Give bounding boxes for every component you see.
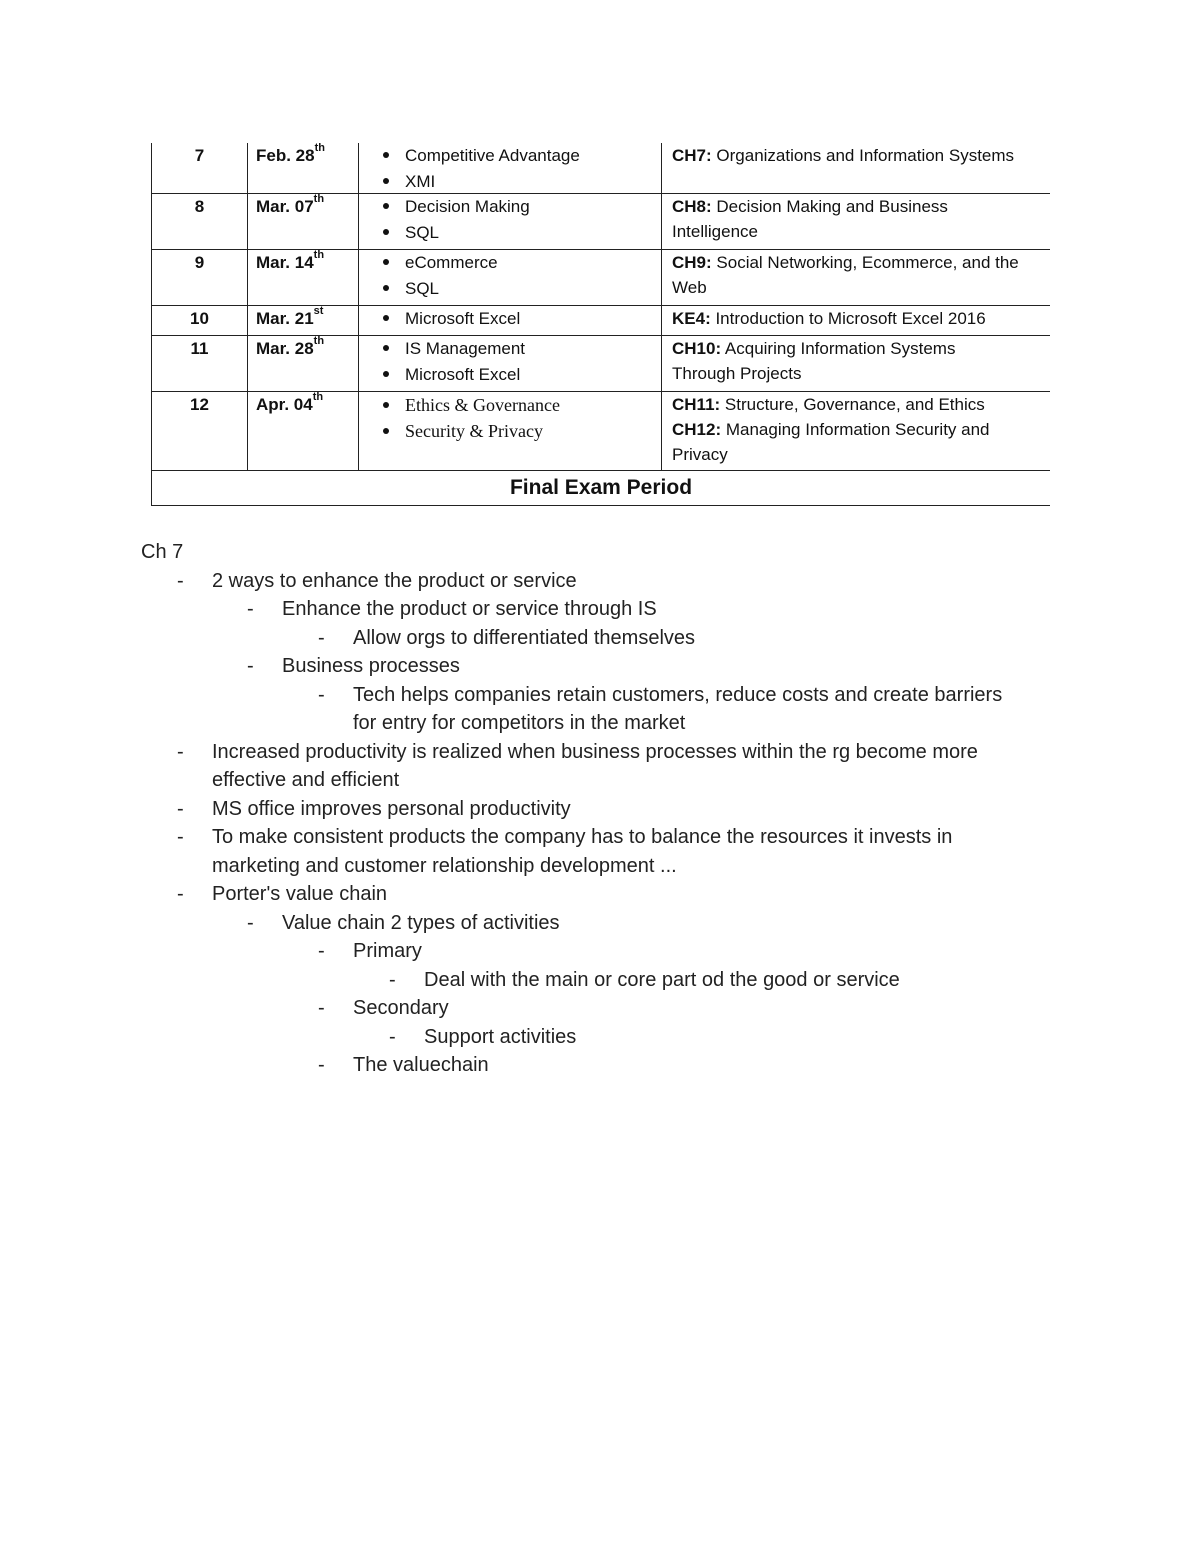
note-text: The valuechain: [353, 1054, 489, 1076]
date-cell: [246, 336, 359, 391]
dash-bullet-icon: -: [177, 569, 184, 592]
dash-bullet-icon: -: [247, 911, 254, 934]
chapter-cell: [662, 392, 1050, 470]
topic-label: SQL: [405, 223, 440, 242]
topic-label: Ethics & Governance: [405, 395, 560, 415]
topic-item: [383, 194, 661, 220]
chapter-title: Structure, Governance, and Ethics: [720, 395, 985, 414]
topic-item: [383, 362, 661, 388]
chapter-line: [672, 143, 1050, 168]
chapter-code: KE4:: [672, 309, 711, 328]
week-cell: [151, 306, 248, 335]
topic-label: Security & Privacy: [405, 421, 543, 441]
week-cell: [151, 250, 248, 305]
chapter-line: [672, 194, 1050, 219]
dash-bullet-icon: -: [318, 626, 325, 649]
topic-item: [383, 169, 661, 195]
topics-cell: [359, 336, 662, 391]
chapter-title: Acquiring Information Systems: [721, 339, 956, 358]
topic-label: Microsoft Excel: [405, 365, 521, 384]
note-text: Increased productivity is realized when business processes within the rg become more: [212, 740, 978, 763]
bullet-icon: [383, 371, 389, 377]
date-suffix: th: [312, 391, 324, 403]
date-cell: [246, 194, 359, 249]
date-text: Mar. 28th: [256, 335, 325, 358]
note-text: 2 ways to enhance the product or service: [212, 569, 577, 592]
topics-cell: [359, 194, 662, 249]
topic-label: IS Management: [405, 339, 526, 358]
note-text: effective and efficient: [212, 769, 400, 791]
topic-item: [383, 392, 661, 418]
note-text: To make consistent products the company has to balance the resources it invests in: [212, 826, 953, 848]
week-number: 12: [190, 395, 209, 414]
topic-label: Microsoft Excel: [405, 309, 521, 328]
note-text: Primary: [353, 940, 422, 962]
bullet-icon: [383, 285, 389, 291]
bullet-icon: [383, 178, 389, 184]
topic-label: eCommerce: [405, 253, 498, 272]
chapter-line: [672, 336, 1050, 361]
chapter-code: CH12:: [672, 420, 722, 439]
week-number: 7: [194, 146, 205, 165]
chapter-title: Web: [672, 278, 707, 297]
date-suffix: th: [314, 142, 325, 154]
date-cell: [246, 392, 359, 470]
date-text: Mar. 07th: [256, 193, 325, 216]
chapter-line: [672, 219, 1050, 244]
schedule-row: [151, 306, 1050, 336]
schedule-row: [151, 392, 1050, 471]
note-text: Allow orgs to differentiated themselves: [353, 626, 696, 649]
chapter-line: [672, 361, 1050, 386]
chapter-cell: [662, 306, 1050, 335]
dash-bullet-icon: -: [389, 968, 396, 991]
bullet-icon: [383, 203, 389, 209]
chapter-code: CH7:: [672, 146, 712, 165]
note-text: Value chain 2 types of activities: [282, 911, 560, 934]
chapter-title: Through Projects: [672, 364, 802, 383]
week-number: 11: [190, 339, 209, 358]
date-text: Mar. 14th: [256, 249, 325, 272]
topic-item: [383, 306, 661, 332]
week-number: 8: [194, 197, 205, 216]
note-text: Porter's value chain: [212, 883, 388, 905]
chapter-line: [672, 275, 1050, 300]
chapter-line: [672, 417, 1050, 442]
chapter-line: [672, 442, 1050, 467]
bullet-icon: [383, 345, 389, 351]
chapter-cell: [662, 336, 1050, 391]
dash-bullet-icon: -: [177, 740, 184, 763]
topic-item: [383, 250, 661, 276]
date-cell: [246, 143, 359, 193]
chapter-cell: [662, 250, 1050, 305]
note-text: Tech helps companies retain customers, reduce costs and create barriers: [353, 683, 1003, 706]
chapter-title: Managing Information Security and: [721, 420, 990, 439]
dash-bullet-icon: -: [177, 797, 184, 820]
topic-item: [383, 276, 661, 302]
date-text: Feb. 28th: [256, 142, 325, 165]
topic-label: Competitive Advantage: [405, 146, 580, 165]
note-text: Deal with the main or core part od the good or service: [424, 968, 900, 991]
topic-item: [383, 418, 661, 444]
week-number: 9: [194, 253, 205, 272]
dash-bullet-icon: -: [247, 655, 254, 677]
note-text: Business processes: [282, 655, 460, 677]
schedule-row: [151, 336, 1050, 392]
topic-item: [383, 143, 661, 169]
schedule-row: [151, 143, 1050, 194]
date-cell: [246, 306, 359, 335]
dash-bullet-icon: -: [177, 826, 184, 848]
final-exam-row: Final Exam Period: [151, 471, 1050, 506]
date-suffix: th: [313, 249, 325, 261]
note-text: for entry for competitors in the market: [353, 712, 686, 734]
topic-label: SQL: [405, 279, 440, 298]
chapter-line: [672, 392, 1050, 417]
dash-bullet-icon: -: [177, 883, 184, 905]
week-cell: [151, 143, 248, 193]
bullet-icon: [383, 315, 389, 321]
topic-item: [383, 336, 661, 362]
dash-bullet-icon: -: [318, 997, 325, 1019]
schedule-row: [151, 250, 1050, 306]
dash-bullet-icon: -: [318, 940, 325, 962]
chapter-title: Social Networking, Ecommerce, and the: [711, 253, 1019, 272]
chapter-code: CH10:: [672, 339, 722, 358]
topics-cell: [359, 306, 662, 335]
bullet-icon: [383, 259, 389, 265]
bullet-icon: [383, 152, 389, 158]
week-cell: [151, 194, 248, 249]
week-cell: [151, 336, 248, 391]
bullet-icon: [383, 402, 389, 408]
bullet-icon: [383, 428, 389, 434]
chapter-cell: [662, 143, 1050, 193]
dash-bullet-icon: -: [318, 1054, 325, 1076]
note-text: MS office improves personal productivity: [212, 797, 571, 820]
date-suffix: th: [313, 335, 325, 347]
notes-heading: Ch 7: [141, 541, 184, 563]
note-text: marketing and customer relationship development ...: [212, 854, 677, 877]
chapter-title: Intelligence: [672, 222, 759, 241]
chapter-title: Introduction to Microsoft Excel 2016: [710, 309, 986, 328]
chapter-title: Decision Making and Business: [711, 197, 948, 216]
chapter-line: [672, 306, 1050, 331]
chapter-line: [672, 250, 1050, 275]
schedule-row: [151, 194, 1050, 250]
schedule-table: [151, 143, 1050, 506]
note-text: Support activities: [424, 1025, 577, 1048]
dash-bullet-icon: -: [318, 683, 325, 706]
dash-bullet-icon: -: [247, 598, 254, 620]
date-suffix: st: [313, 305, 324, 317]
topic-label: XMI: [405, 172, 436, 191]
topics-cell: [359, 250, 662, 305]
topic-item: [383, 220, 661, 246]
date-cell: [246, 250, 359, 305]
note-text: Enhance the product or service through IS: [282, 598, 657, 620]
chapter-cell: [662, 194, 1050, 249]
date-text: Mar. 21st: [256, 305, 324, 328]
topic-label: Decision Making: [405, 197, 530, 216]
bullet-icon: [383, 229, 389, 235]
chapter-code: CH11:: [672, 395, 721, 414]
dash-bullet-icon: -: [389, 1025, 396, 1048]
chapter-code: CH9:: [672, 253, 712, 272]
week-cell: [151, 392, 248, 470]
chapter-title: Privacy: [672, 445, 728, 464]
week-number: 10: [190, 309, 209, 328]
chapter-title: Organizations and Information Systems: [711, 146, 1015, 165]
chapter-code: CH8:: [672, 197, 712, 216]
topics-cell: [359, 392, 662, 470]
date-suffix: th: [313, 193, 325, 205]
note-text: Secondary: [353, 997, 449, 1019]
date-text: Apr. 04th: [256, 391, 324, 414]
topics-cell: [359, 143, 662, 193]
